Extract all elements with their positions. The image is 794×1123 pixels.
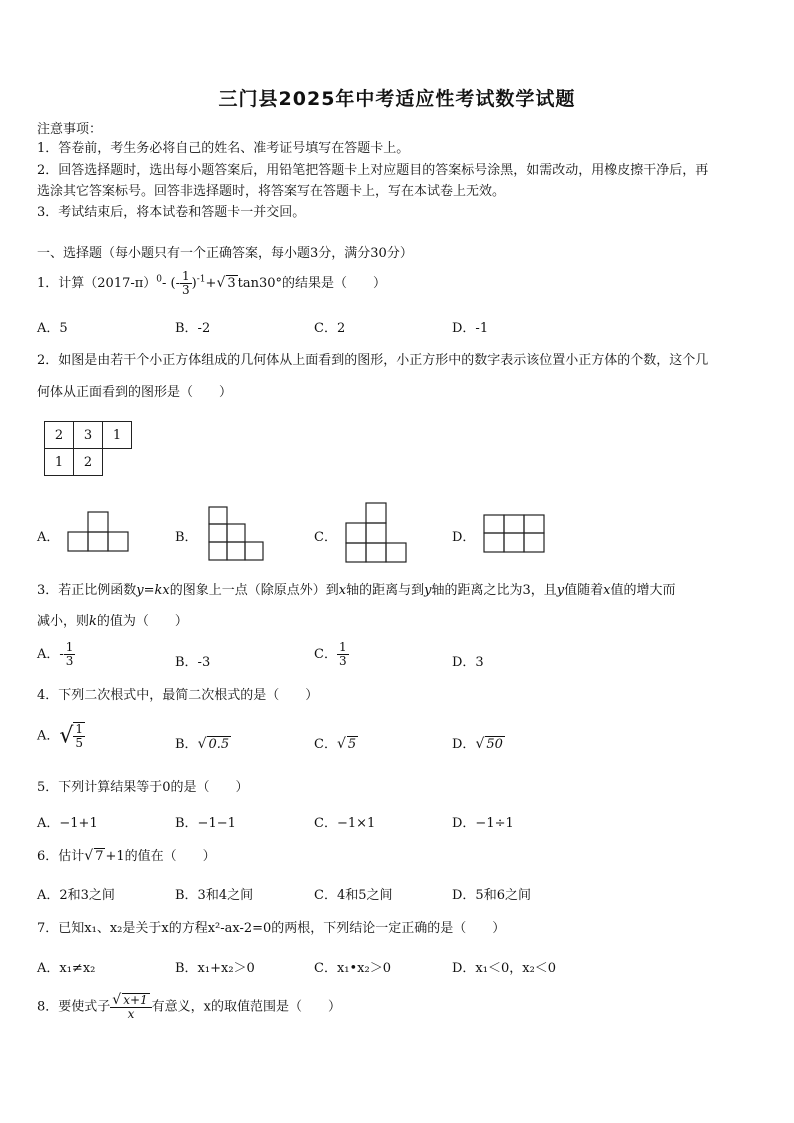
- q4-option-c-radicand: 5: [347, 737, 357, 752]
- q6-option-c: C．4和5之间: [314, 888, 393, 903]
- q1-mid: - (-: [162, 276, 181, 291]
- q4-option-d-label: D．: [452, 737, 476, 752]
- top-view-grid: [44, 421, 132, 476]
- q3-text: 的值为（ ）: [96, 614, 188, 629]
- notice-item-2-cont: 选涂其它答案标号。回答非选择题时，将答案写在答题卡上，写在本试卷上无效。: [37, 184, 506, 199]
- frac-den: 5: [75, 736, 84, 750]
- q6-text: +1的值在（ ）: [105, 849, 216, 864]
- q2-option-a-figure: [68, 511, 130, 553]
- grid-cell: 1: [45, 449, 74, 476]
- q6-option-a: A．2和3之间: [37, 888, 115, 903]
- frac-num: 1: [338, 640, 347, 654]
- frac-den: 3: [65, 654, 74, 668]
- grid-cell: 1: [103, 422, 132, 449]
- grid-cell: 2: [74, 449, 103, 476]
- q3-option-c: [314, 641, 349, 668]
- question-8: [37, 993, 341, 1021]
- q3-text: 值随着: [564, 583, 604, 598]
- q4-option-a-fraction: [73, 722, 85, 750]
- q1-radicand: 3: [227, 276, 236, 291]
- q4-option-a-label: A．: [37, 728, 60, 744]
- q2-option-d-figure: [483, 514, 547, 554]
- q2-option-d-label: D．: [452, 530, 476, 545]
- q3-var-k: k: [89, 614, 97, 629]
- notice-item-2: 2．回答选择题时，选出每小题答案后，用铅笔把答题卡上对应题目的答案标号涂黑，如需改动，用橡皮擦干净后，再: [37, 163, 709, 178]
- frac-num: [110, 993, 151, 1008]
- q8-radicand: x+1: [123, 993, 148, 1007]
- q3-option-d: D．3: [452, 655, 484, 670]
- sqrt-symbol: √: [475, 736, 485, 752]
- frac-num: 1: [65, 640, 74, 654]
- q3-var-x: x: [603, 583, 611, 598]
- sqrt-symbol: √: [197, 736, 207, 752]
- q3-var-x: x: [338, 583, 347, 598]
- question-7: 7．已知x₁、x₂是关于x的方程x²-ax-2=0的两根，下列结论一定正确的是（ ）: [37, 921, 506, 936]
- q7-option-b: B．x₁+x₂＞0: [175, 961, 255, 976]
- q3-option-a-label: A．-: [37, 647, 64, 662]
- q3-option-a: [37, 641, 75, 668]
- q2-option-b-label: B．: [175, 530, 198, 545]
- q4-option-b: [175, 733, 231, 752]
- question-6: [37, 848, 216, 865]
- q3-option-c-fraction: [337, 641, 349, 668]
- q3-text: 的图象上一点（除原点外）到: [169, 583, 339, 598]
- question-4: 4．下列二次根式中，最简二次根式的是（ ）: [37, 688, 319, 703]
- q4-option-d-radicand: 50: [486, 737, 503, 752]
- frac-num: 1: [75, 722, 84, 736]
- q7-option-d: D．x₁＜0，x₂＜0: [452, 961, 557, 976]
- q1-plus: +: [205, 276, 217, 291]
- q1-fraction: [180, 270, 192, 297]
- frac-den: x: [127, 1007, 135, 1021]
- q1-exp1: -1: [196, 274, 206, 285]
- q3-option-b: B．-3: [175, 655, 211, 670]
- q3-text: 值的增大而: [610, 583, 676, 598]
- sqrt-symbol: √: [216, 275, 226, 291]
- q4-option-c-label: C．: [314, 737, 337, 752]
- q3-function: y=kx: [136, 583, 170, 598]
- question-2-line-2: 何体从正面看到的图形是（ ）: [37, 385, 233, 400]
- section-heading: 一、选择题（每小题只有一个正确答案，每小题3分，满分30分）: [37, 246, 413, 261]
- q1-option-c: C．2: [314, 321, 346, 336]
- q8-text: 8．要使式子: [37, 999, 111, 1015]
- sqrt-symbol: √: [84, 848, 94, 864]
- q6-option-d: D．5和6之间: [452, 888, 531, 903]
- grid-cell: 3: [74, 422, 103, 449]
- q1-option-b: B．-2: [175, 321, 211, 336]
- q3-option-c-label: C．: [314, 647, 337, 662]
- notice-item-3: 3．考试结束后，将本试卷和答题卡一并交回。: [37, 205, 306, 220]
- sqrt-symbol: √: [59, 723, 74, 749]
- q2-option-c-label: C．: [314, 530, 337, 545]
- q2-option-c-figure: [345, 502, 409, 564]
- frac-den: 3: [338, 654, 347, 668]
- q3-var-y: y: [424, 583, 432, 598]
- q1-option-d: D．-1: [452, 321, 489, 336]
- q3-text: 减小，则: [37, 614, 90, 629]
- sqrt-symbol: √: [336, 736, 346, 752]
- q3-text: 轴的距离之比为3，且: [431, 583, 557, 598]
- sqrt-symbol: √: [112, 992, 122, 1008]
- q3-var-y: y: [556, 583, 565, 598]
- q1-frac-den: 3: [182, 283, 190, 297]
- question-3-line-2: [37, 614, 188, 630]
- q7-option-a: A．x₁≠x₂: [37, 961, 96, 976]
- q4-option-c: [314, 733, 358, 752]
- q7-option-c: C．x₁•x₂＞0: [314, 961, 391, 976]
- q1-tail: tan30°的结果是（ ）: [237, 276, 387, 291]
- q6-option-b: B．3和4之间: [175, 888, 254, 903]
- q1-close: ): [191, 276, 197, 291]
- q3-text: 轴的距离与到: [346, 583, 425, 598]
- q5-option-b: B．−1−1: [175, 816, 236, 831]
- question-5: 5．下列计算结果等于0的是（ ）: [37, 780, 249, 795]
- q4-option-d: [452, 733, 505, 752]
- q3-text: 3．若正比例函数: [37, 583, 137, 598]
- grid-cell-empty: [103, 449, 132, 476]
- q4-option-a: [37, 722, 85, 750]
- question-3-line-1: [37, 583, 675, 599]
- question-2-line-1: 2．如图是由若干个小正方体组成的几何体从上面看到的图形，小正方形中的数字表示该位置小正方体的个数，这个几: [37, 353, 709, 368]
- q6-text: 6．估计: [37, 849, 85, 864]
- q5-option-c: C．−1×1: [314, 816, 376, 831]
- page-title: 三门县2025年中考适应性考试数学试题: [218, 88, 576, 110]
- q2-option-b-figure: [208, 506, 266, 562]
- q6-radicand: 7: [95, 849, 104, 864]
- q1-option-a: A．5: [37, 321, 68, 336]
- notice-heading: 注意事项：: [37, 122, 103, 137]
- q1-prefix: 1．计算（2017-π）: [37, 276, 157, 291]
- q8-text: 有意义，x的取值范围是（ ）: [151, 999, 342, 1015]
- notice-item-1: 1．答卷前，考生务必将自己的姓名、准考证号填写在答题卡上。: [37, 141, 410, 156]
- q5-option-d: D．−1÷1: [452, 816, 514, 831]
- q1-exp0: 0: [156, 274, 163, 285]
- q8-fraction: [110, 993, 151, 1021]
- q3-option-a-fraction: [64, 641, 76, 668]
- q4-option-b-label: B．: [175, 737, 198, 752]
- grid-cell: 2: [45, 422, 74, 449]
- q5-option-a: A．−1+1: [37, 816, 98, 831]
- question-1: [37, 270, 386, 297]
- q2-option-a-label: A．: [37, 530, 60, 545]
- q1-frac-num: 1: [182, 269, 190, 283]
- q4-option-b-radicand: 0.5: [208, 737, 230, 752]
